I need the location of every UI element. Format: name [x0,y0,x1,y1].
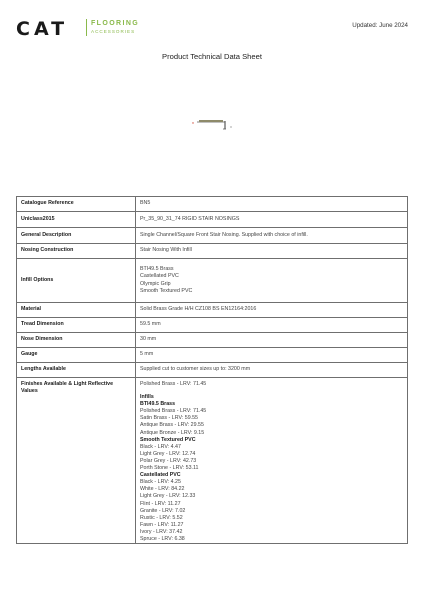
row-value: 5 mm [136,348,408,363]
list-item: Polished Brass - LRV: 71.45 [140,408,207,415]
list-item: BTI49.5 Brass [140,266,174,273]
spec-table [16,196,408,544]
table-row [17,244,408,259]
row-label: Catalogue Reference [17,197,136,212]
table-row [17,318,408,333]
table-row [17,228,408,244]
table-row [17,363,408,378]
list-item: Light Grey - LRV: 12.33 [140,493,196,500]
row-label: Lengths Available [17,363,136,378]
updated-date: Updated: June 2024 [352,22,408,29]
list-item: Rustic - LRV: 5.52 [140,514,183,521]
list-item: Polar Grey - LRV: 42.73 [140,457,197,464]
row-value: Pr_35_90_31_74 RIGID STAIR NOSINGS [136,212,408,228]
row-value: 30 mm [136,333,408,348]
table-row [17,197,408,212]
list-item: Light Grey - LRV: 12.74 [140,450,196,457]
brand-logo: CAT [16,18,69,40]
row-label: Infill Options [17,259,136,303]
list-item: Smooth Textured PVC [140,287,193,294]
infills-heading: Infills [140,394,154,401]
row-value: Solid Brass Grade H/H CZ108 BS EN12164:2016 [136,303,408,318]
table-row [17,348,408,363]
row-value-list [136,259,408,303]
row-label: Finishes Available & Light Reflective Values [17,378,136,544]
row-label: Material [17,303,136,318]
table-row [17,333,408,348]
logo-divider [86,19,87,36]
logo-line-flooring: FLOORING [91,20,140,27]
list-item: White - LRV: 84.22 [140,486,185,493]
row-label: Uniclass2015 [17,212,136,228]
row-label: Nose Dimension [17,333,136,348]
stair-nosing-profile-drawing [190,113,238,135]
list-item: Ivory - LRV: 37.42 [140,528,183,535]
table-row [17,303,408,318]
list-item: Fawn - LRV: 11.27 [140,521,184,528]
row-label: General Description [17,228,136,244]
list-item: Porth Stone - LRV: 53.11 [140,465,199,472]
finishes-list [136,378,408,544]
list-item: Castellated PVC [140,273,179,280]
row-value: Stair Nosing With Infill [136,244,408,259]
document-title: Product Technical Data Sheet [162,52,262,61]
logo-line-accessories: ACCESSORIES [91,29,136,34]
list-item: Antique Bronze - LRV: 9.15 [140,429,205,436]
list-item: Olympic Grip [140,280,171,287]
row-value: Supplied cut to customer sizes up to: 3200 mm [136,363,408,378]
row-label: Tread Dimension [17,318,136,333]
row-label: Nosing Construction [17,244,136,259]
row-label: Gauge [17,348,136,363]
list-item: Black - LRV: 4.25 [140,479,181,486]
page-header [16,16,408,40]
table-row [17,378,408,544]
finish-group-heading: Castellated PVC [140,472,181,479]
brand-logo-subtitle [91,21,139,35]
list-item: Black - LRV: 4.47 [140,443,181,450]
list-item: Flint - LRV: 11.27 [140,500,181,507]
list-item: Granite - LRV: 7.02 [140,507,186,514]
table-row [17,212,408,228]
table-row [17,259,408,303]
finish-group-heading: BTI49.5 Brass [140,401,176,408]
row-value: BN5 [136,197,408,212]
list-item: Satin Brass - LRV: 59.55 [140,415,199,422]
list-item: Spruce - LRV: 6.38 [140,535,185,542]
finish-group-heading: Smooth Textured PVC [140,436,196,443]
nosing-finish: Polished Brass - LRV: 71.45 [140,381,207,387]
list-item: Antique Brass - LRV: 29.55 [140,422,204,429]
row-value: 59.5 mm [136,318,408,333]
row-value: Single Channel/Square Front Stair Nosing. Supplied with choice of infill. [136,228,408,244]
